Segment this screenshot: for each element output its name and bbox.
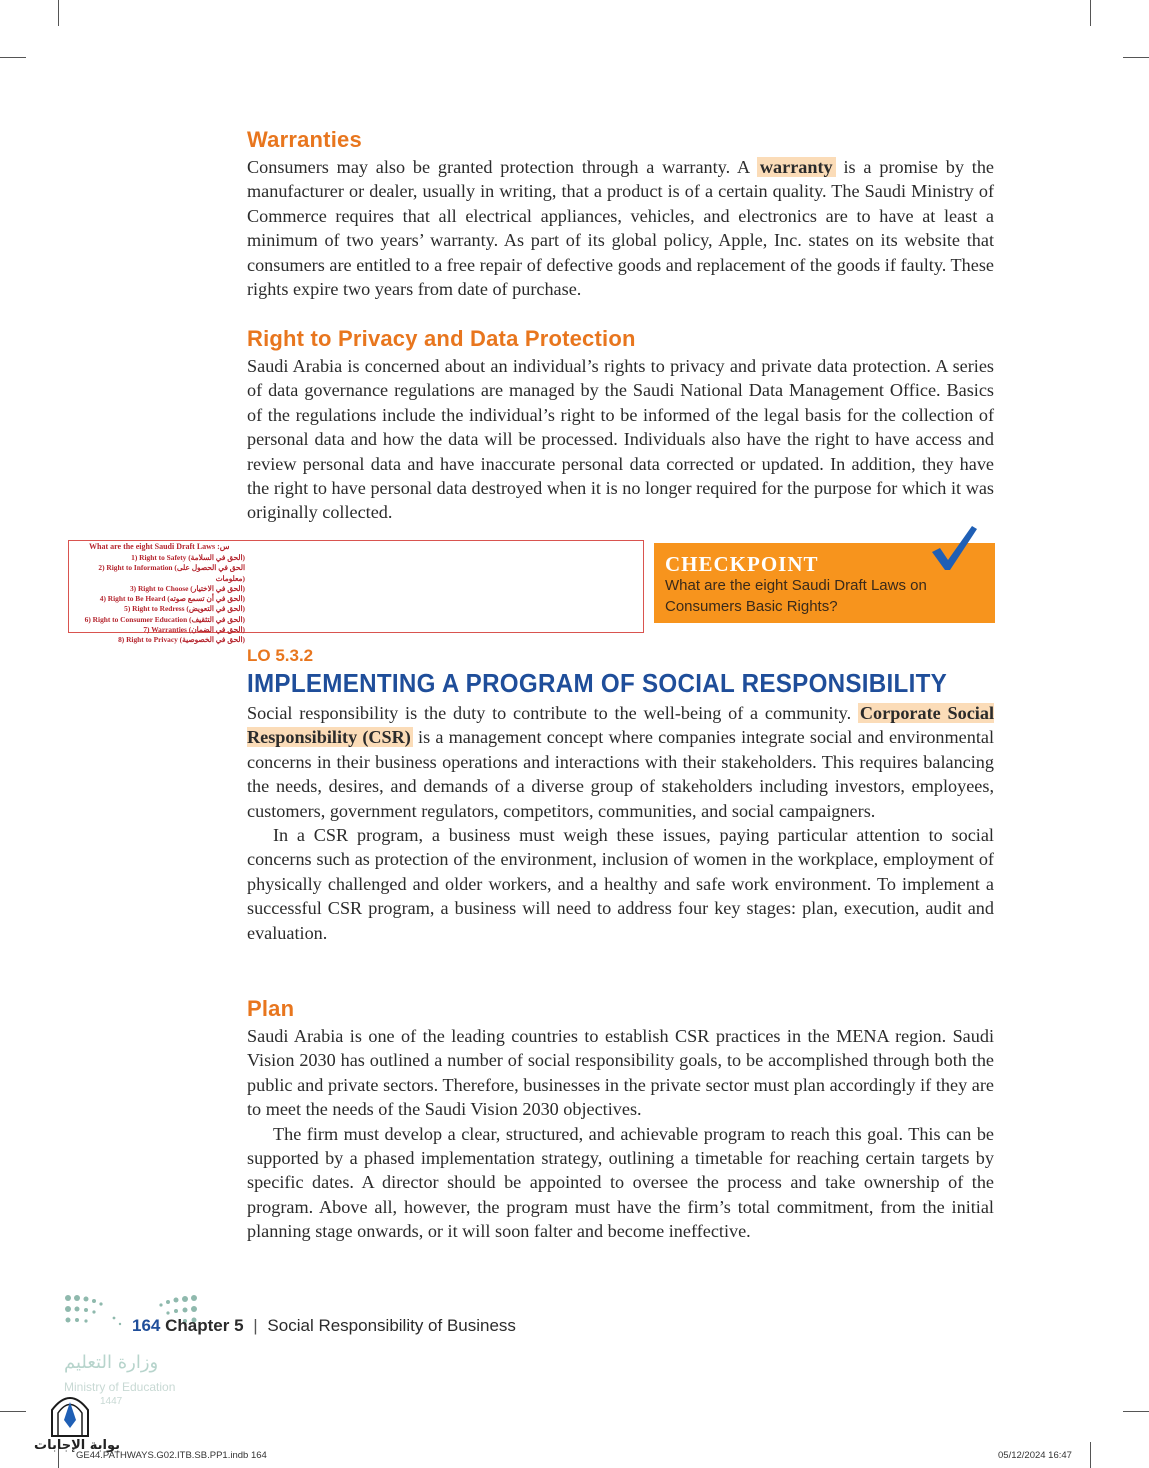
checkpoint-question: What are the eight Saudi Draft Laws on Consumers Basic Rights? <box>665 577 927 615</box>
key-term-csr: Corporate Social Responsibility (CSR) <box>247 703 994 748</box>
chapter-title: Social Responsibility of Business <box>267 1316 516 1335</box>
print-slug-date: 05/12/2024 16:47 <box>998 1450 1072 1461</box>
text-run: is a promise by the manufacturer or dealer, usually in writing, that a product is of a certain quality. The Saudi Ministry of Commerce requires that all electrical appliances, vehicles, and electronics are to have at least a minimum of two years’ warranty. As part of its global policy, Apple, Inc. states on its website that consumers are entitled to a free repair of defective goods and replacement of the goods if faulty. These rights expire two years from date of purchase. <box>247 157 994 300</box>
crop-mark <box>1123 1411 1149 1412</box>
csr-section <box>247 701 994 945</box>
chapter-label: Chapter 5 <box>165 1316 244 1335</box>
crop-mark <box>1090 1442 1091 1468</box>
warranties-section <box>247 127 994 301</box>
checkmark-icon <box>928 522 980 572</box>
crop-mark <box>0 1411 26 1412</box>
notes-item: 1) Right to Safety (الحق في السلامة) <box>131 553 245 562</box>
plan-paragraph-2: The firm must develop a clear, structured, and achievable program to reach this goal. This can be supported by a phased implementation strategy, outlining a timetable for reaching certain targets by specific dates. A director should be appointed to oversee the process and take ownership of the program. Above all, however, the program must have the firm’s total commitment, from the initial planning stage onwards, or it will soon falter and become ineffective. <box>247 1123 994 1242</box>
page-number: 164 <box>132 1316 161 1335</box>
crop-mark <box>1090 0 1091 26</box>
notes-item: 5) Right to Redress (الحق في التعويض) <box>124 604 245 614</box>
ministry-name-arabic: وزارة التعليم <box>64 1352 159 1373</box>
notes-list <box>69 553 245 646</box>
section-heading: IMPLEMENTING A PROGRAM OF SOCIAL RESPONSIBILITY <box>247 668 948 698</box>
print-slug-file: GE44.PATHWAYS.G02.ITB.SB.PP1.indb 164 <box>76 1450 267 1461</box>
notes-item: 7) Warranties (الحق في الضمان) <box>143 625 245 635</box>
page-footer <box>132 1316 516 1336</box>
learning-objective-label: LO 5.3.2 <box>247 646 314 665</box>
notes-item: 3) Right to Choose (الحق في الاختيار) <box>129 583 245 593</box>
crop-mark <box>0 57 26 58</box>
crop-mark <box>1123 57 1149 58</box>
privacy-paragraph: Saudi Arabia is concerned about an individual’s rights to privacy and private data protection. A series of data governance regulations are managed by the Saudi National Data Management Office. Basics of the regulations include the individual’s right to be informed of the legal basis for the collection of personal data and how the data will be processed. Individuals also have the right to have access and review personal data and have inaccurate personal data corrected or updated. In addition, they have the right to have personal data destroyed when it is no longer required for the purpose for which it was originally collected. <box>247 356 994 523</box>
notes-item: 6) Right to Consumer Education (الحق في التثقيف) <box>84 614 245 624</box>
checkpoint-title: CHECKPOINT <box>665 552 819 576</box>
notes-title: What are the eight Saudi Draft Laws :س <box>89 542 230 551</box>
privacy-section <box>247 326 994 525</box>
csr-paragraph-2: In a CSR program, a business must weigh these issues, paying particular attention to social concerns such as protection of the environment, inclusion of women in the workplace, employment of physically challenged and older workers, and a healthy and safe work environment. To implement a successful CSR program, a business will need to address four key stages: plan, execution, audit and evaluation. <box>247 825 994 943</box>
key-term-warranty: warranty <box>757 157 836 177</box>
footer-separator: | <box>253 1316 258 1335</box>
text-run: Social responsibility is the duty to contribute to the well-being of a community. <box>247 703 858 723</box>
notes-item: 2) Right to Information (الحق في الحصول على معلومات) <box>98 563 245 583</box>
ministry-year: 1447 <box>100 1396 123 1407</box>
answer-notes-box <box>68 540 644 645</box>
privacy-heading: Right to Privacy and Data Protection <box>247 326 636 351</box>
crop-mark <box>58 0 59 26</box>
text-run: Consumers may also be granted protection through a warranty. A <box>247 157 757 177</box>
ministry-name-english: Ministry of Education <box>64 1380 176 1394</box>
plan-heading: Plan <box>247 996 295 1021</box>
portal-logo-icon <box>46 1388 94 1440</box>
csr-paragraph-1 <box>247 701 994 823</box>
notes-item: 8) Right to Privacy (الحق في الخصوصية) <box>118 635 245 645</box>
warranties-paragraph <box>247 155 994 301</box>
plan-section <box>247 996 994 1244</box>
notes-item: 4) Right to Be Heard (الحق في أن تسمع صوته) <box>99 594 245 604</box>
plan-paragraph-1: Saudi Arabia is one of the leading countries to establish CSR practices in the MENA region. Saudi Vision 2030 has outlined a number of social responsibility goals, to be accomplished through both the public and private sectors. Therefore, businesses in the private sector must plan accordingly if they are to meet the needs of the Saudi Vision 2030 objectives. <box>247 1026 994 1120</box>
warranties-heading: Warranties <box>247 127 362 152</box>
text-run: is a management concept where companies integrate social and environmental concerns in their business operations and interactions with their stakeholders. This requires balancing the needs, desires, and demands of a diverse group of stakeholders including investors, employees, customers, government regulators, competitors, communities, and social campaigners. <box>247 727 994 821</box>
portal-watermark: بوابة الإجابات <box>34 1438 120 1453</box>
